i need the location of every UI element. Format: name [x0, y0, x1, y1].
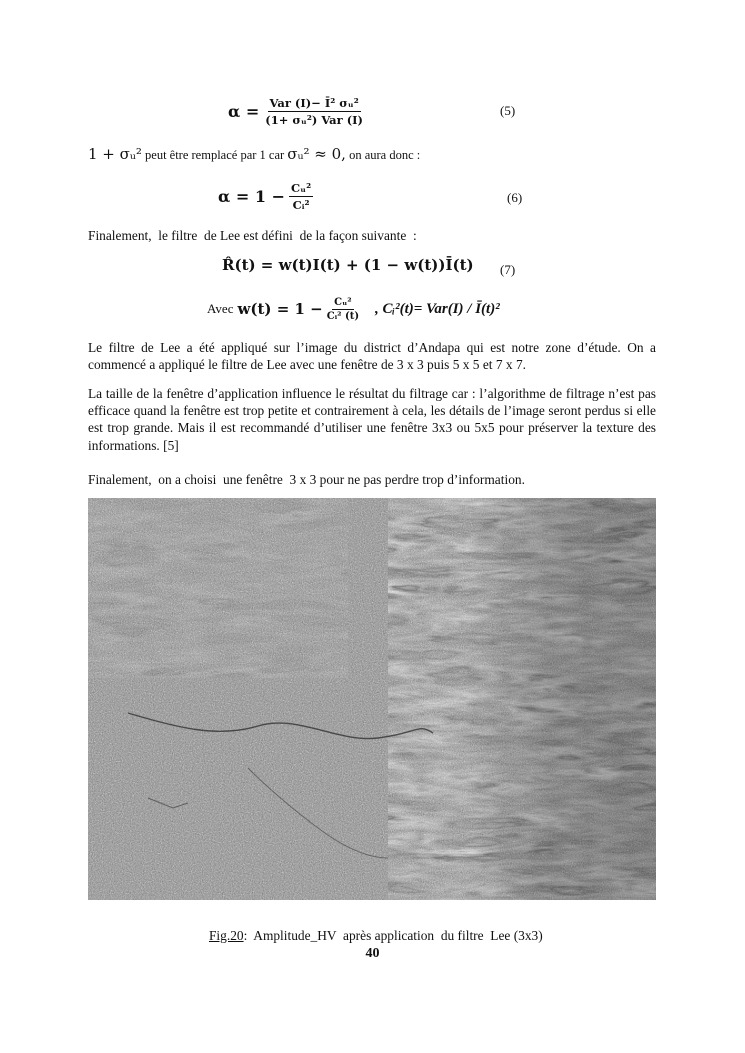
eq5-number: (5): [500, 103, 516, 118]
figure-caption-text: : Amplitude_HV après application du filtre Lee (3x3): [243, 928, 543, 943]
avec-fraction: [327, 297, 359, 322]
equation-5: [228, 88, 363, 134]
lee-intro-text: Finalement, le filtre de Lee est défini de la façon suivante :: [88, 228, 417, 243]
approx-text-1: peut être remplacé par 1 car: [145, 148, 285, 162]
equation-6: [218, 174, 313, 218]
eq7-number: (7): [500, 262, 516, 277]
approx-math-lead: 1 + σᵤ²: [88, 145, 142, 163]
avec-numerator: Cᵤ²: [334, 296, 352, 308]
eq6-fraction: [289, 181, 313, 212]
page-number: 40: [365, 946, 380, 961]
paragraph-lee-applied: Le filtre de Lee a été appliqué sur l’image du district d’Andapa qui est notre zone d’étude. On a commencé a appliqué le filtre de Lee avec une fenêtre de 3 x 3 puis 5 x 5 et 7 x 7.: [88, 340, 656, 373]
equation-7: R̂(t) = w(t)I(t) + (1 − w(t))Ī(t): [222, 256, 474, 274]
approx-text-2: on aura donc :: [349, 148, 421, 162]
eq6-number: (6): [507, 190, 523, 205]
paragraph-window-size: La taille de la fenêtre d’application influence le résultat du filtrage car : l’algorithme de filtrage n’est pas efficace quand la fenêtre est trop petite et contrairement à cela, les détails de l’image seront perdus si elle est trop grande. Mais il est recommandé d’utiliser une fenêtre 3x3 ou 5x5 pour préserver la texture des informations. [5]: [88, 386, 656, 453]
approx-math-cond: σᵤ² ≈ 0,: [287, 145, 346, 163]
eq5-numerator: Var (I)− Ī² σᵤ²: [269, 95, 359, 110]
avec-rhs: , Cᵢ²(t)= Var(I) / Ī(t)²: [375, 300, 500, 317]
paragraph-choice: Finalement, on a choisi une fenêtre 3 x 3 pour ne pas perdre trop d’information.: [88, 472, 525, 487]
ridge-texture-right: [308, 498, 656, 900]
avec-denominator: Cᵢ² (t): [326, 310, 360, 322]
sar-texture-svg: [88, 498, 656, 900]
eq6-lhs: α = 1 −: [218, 186, 285, 206]
avec-line: [207, 288, 500, 330]
eq5-lhs: α =: [228, 101, 260, 121]
sar-amplitude-image: [88, 498, 656, 900]
approx-line: [88, 145, 420, 163]
avec-lhs: w(t) = 1 −: [237, 300, 323, 318]
avec-label: Avec: [207, 301, 234, 316]
figure-label: Fig.20: [208, 928, 244, 943]
eq6-numerator: Cᵤ²: [290, 180, 312, 195]
figure-caption: [0, 912, 745, 944]
eq5-fraction: [265, 96, 363, 127]
eq5-denominator: (1+ σᵤ²) Var (I): [265, 112, 363, 127]
eq6-denominator: Cᵢ²: [292, 197, 310, 212]
